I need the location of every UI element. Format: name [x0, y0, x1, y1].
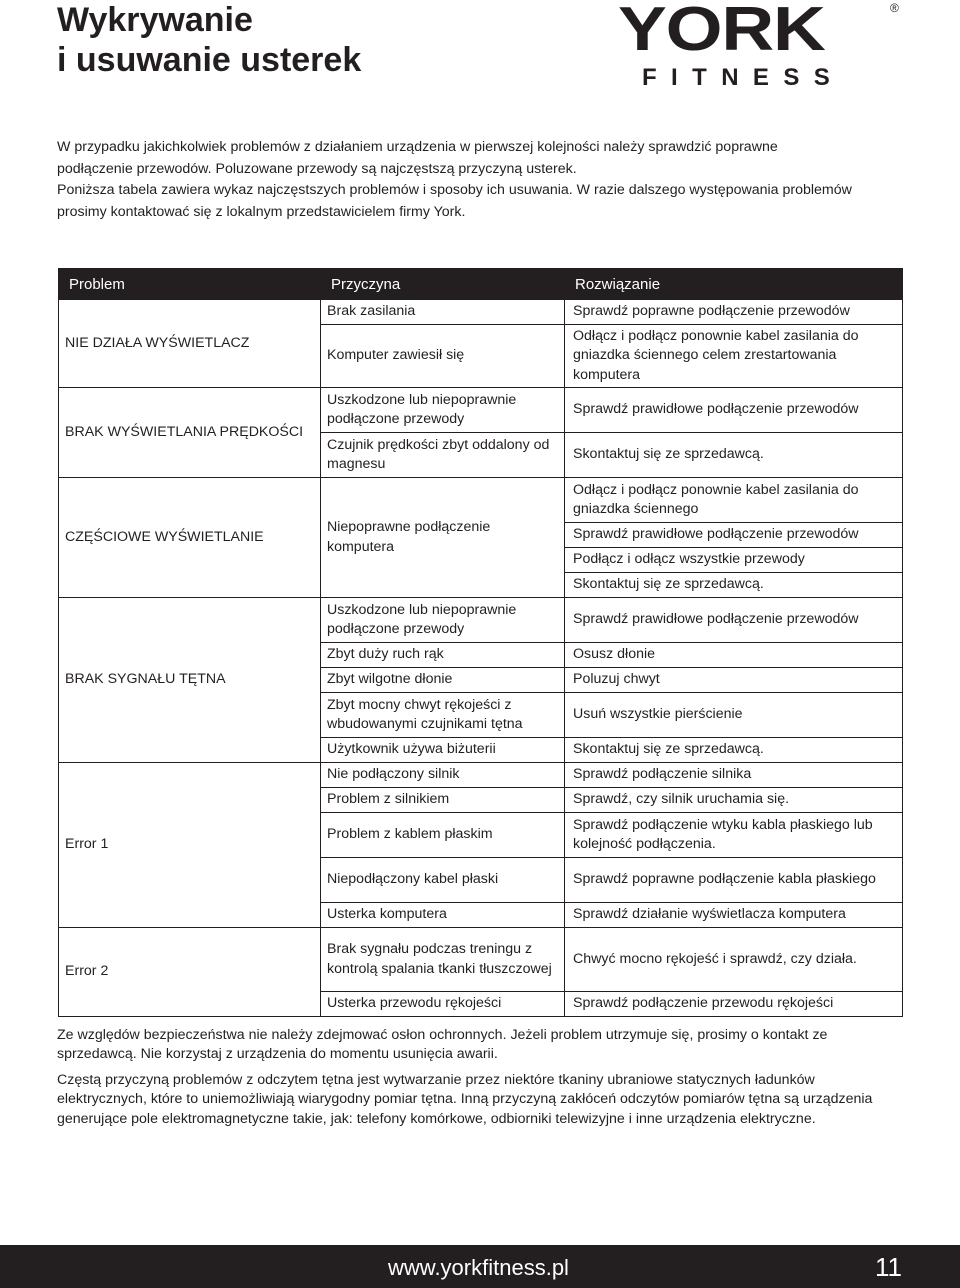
logo-fitness-text: FITNESS — [642, 64, 845, 91]
intro-paragraph-1: W przypadku jakichkolwiek problemów z działaniem urządzenia w pierwszej kolejności należy sprawdzić poprawne podłączenie przewodów. Poluzowane przewody są najczęstszą przyczyną usterek. — [57, 139, 778, 177]
solution-cell: Osusz dłonie — [565, 643, 903, 668]
title-line-2: i usuwanie usterek — [57, 41, 362, 79]
problem-cell: NIE DZIAŁA WYŚWIETLACZ — [59, 300, 321, 388]
header-cause: Przyczyna — [321, 269, 565, 300]
solution-cell: Sprawdź prawidłowe podłączenie przewodów — [565, 523, 903, 548]
cause-cell: Uszkodzone lub niepoprawnie podłączone przewody — [321, 598, 565, 643]
solution-cell: Skontaktuj się ze sprzedawcą. — [565, 433, 903, 478]
safety-notes — [57, 1026, 877, 1135]
cause-cell: Niepoprawne podłączenie komputera — [321, 478, 565, 598]
cause-cell: Zbyt mocny chwyt rękojeści z wbudowanymi czujnikami tętna — [321, 693, 565, 738]
solution-cell: Podłącz i odłącz wszystkie przewody — [565, 548, 903, 573]
solution-cell: Sprawdź prawidłowe podłączenie przewodów — [565, 388, 903, 433]
cause-cell: Użytkownik używa biżuterii — [321, 738, 565, 763]
safety-note-1: Ze względów bezpieczeństwa nie należy zdejmować osłon ochronnych. Jeżeli problem utrzymuje się, prosimy o kontakt ze sprzedawcą. Nie korzystaj z urządzenia do momentu usunięcia awarii. — [57, 1027, 828, 1063]
intro-paragraph-2: Poniższa tabela zawiera wykaz najczęstszych problemów i sposoby ich usuwania. W razie dalszego występowania problemów prosimy kontaktować się z lokalnym przedstawicielem firmy York. — [57, 182, 852, 220]
solution-cell: Sprawdź podłączenie przewodu rękojeści — [565, 992, 903, 1017]
table-row — [59, 763, 903, 788]
intro-text — [57, 137, 857, 223]
cause-cell: Komputer zawiesił się — [321, 325, 565, 388]
cause-cell: Problem z kablem płaskim — [321, 813, 565, 858]
solution-cell: Poluzuj chwyt — [565, 668, 903, 693]
footer-url: www.yorkfitness.pl — [388, 1255, 569, 1280]
page-footer — [0, 1245, 960, 1288]
page-title — [57, 0, 361, 80]
solution-cell: Sprawdź podłączenie silnika — [565, 763, 903, 788]
table-row — [59, 598, 903, 643]
solution-cell: Sprawdź poprawne podłączenie przewodów — [565, 300, 903, 325]
cause-cell: Problem z silnikiem — [321, 788, 565, 813]
title-line-1: Wykrywanie — [57, 1, 253, 39]
page-number: 11 — [875, 1252, 902, 1282]
cause-cell: Brak zasilania — [321, 300, 565, 325]
solution-cell: Sprawdź prawidłowe podłączenie przewodów — [565, 598, 903, 643]
troubleshooting-table — [58, 268, 903, 1017]
cause-cell: Brak sygnału podczas treningu z kontrolą spalania tkanki tłuszczowej — [321, 928, 565, 992]
logo-york-text: YORK — [618, 0, 825, 64]
cause-cell: Niepodłączony kabel płaski — [321, 858, 565, 903]
cause-cell: Zbyt duży ruch rąk — [321, 643, 565, 668]
solution-cell: Sprawdź, czy silnik uruchamia się. — [565, 788, 903, 813]
table-header-row — [59, 269, 903, 300]
cause-cell: Usterka komputera — [321, 903, 565, 928]
safety-note-2: Częstą przyczyną problemów z odczytem tętna jest wytwarzanie przez niektóre tkaniny ubraniowe statycznych ładunków elektrycznych, które to uniemożliwiają wiarygodny pomiar tętna. Inną przyczyną zakłóceń odczytów pomiarów tętna są urządzenia generujące pole elektromagnetyczne takie, jak: telefony komórkowe, odbiorniki telewizyjne i inne urządzenia elektryczne. — [57, 1071, 873, 1127]
logo-registered-mark: ® — [890, 1, 899, 15]
cause-cell: Czujnik prędkości zbyt oddalony od magnesu — [321, 433, 565, 478]
table-row — [59, 478, 903, 523]
solution-cell: Sprawdź działanie wyświetlacza komputera — [565, 903, 903, 928]
solution-cell: Odłącz i podłącz ponownie kabel zasilania do gniazdka ściennego — [565, 478, 903, 523]
cause-cell: Zbyt wilgotne dłonie — [321, 668, 565, 693]
cause-cell: Usterka przewodu rękojeści — [321, 992, 565, 1017]
table-row — [59, 300, 903, 325]
problem-cell: BRAK WYŚWIETLANIA PRĘDKOŚCI — [59, 388, 321, 478]
header-solution: Rozwiązanie — [565, 269, 903, 300]
solution-cell: Skontaktuj się ze sprzedawcą. — [565, 738, 903, 763]
header-problem: Problem — [59, 269, 321, 300]
solution-cell: Skontaktuj się ze sprzedawcą. — [565, 573, 903, 598]
table-row — [59, 928, 903, 992]
problem-cell: BRAK SYGNAŁU TĘTNA — [59, 598, 321, 763]
problem-cell: CZĘŚCIOWE WYŚWIETLANIE — [59, 478, 321, 598]
solution-cell: Odłącz i podłącz ponownie kabel zasilania do gniazdka ściennego celem zrestartowania komputera — [565, 325, 903, 388]
solution-cell: Sprawdź podłączenie wtyku kabla płaskiego lub kolejność podłączenia. — [565, 813, 903, 858]
table-row — [59, 388, 903, 433]
cause-cell: Uszkodzone lub niepoprawnie podłączone przewody — [321, 388, 565, 433]
solution-cell: Usuń wszystkie pierścienie — [565, 693, 903, 738]
york-fitness-logo — [618, 2, 910, 94]
problem-cell: Error 1 — [59, 763, 321, 928]
problem-cell: Error 2 — [59, 928, 321, 1017]
solution-cell: Sprawdź poprawne podłączenie kabla płaskiego — [565, 858, 903, 903]
solution-cell: Chwyć mocno rękojeść i sprawdź, czy działa. — [565, 928, 903, 992]
cause-cell: Nie podłączony silnik — [321, 763, 565, 788]
